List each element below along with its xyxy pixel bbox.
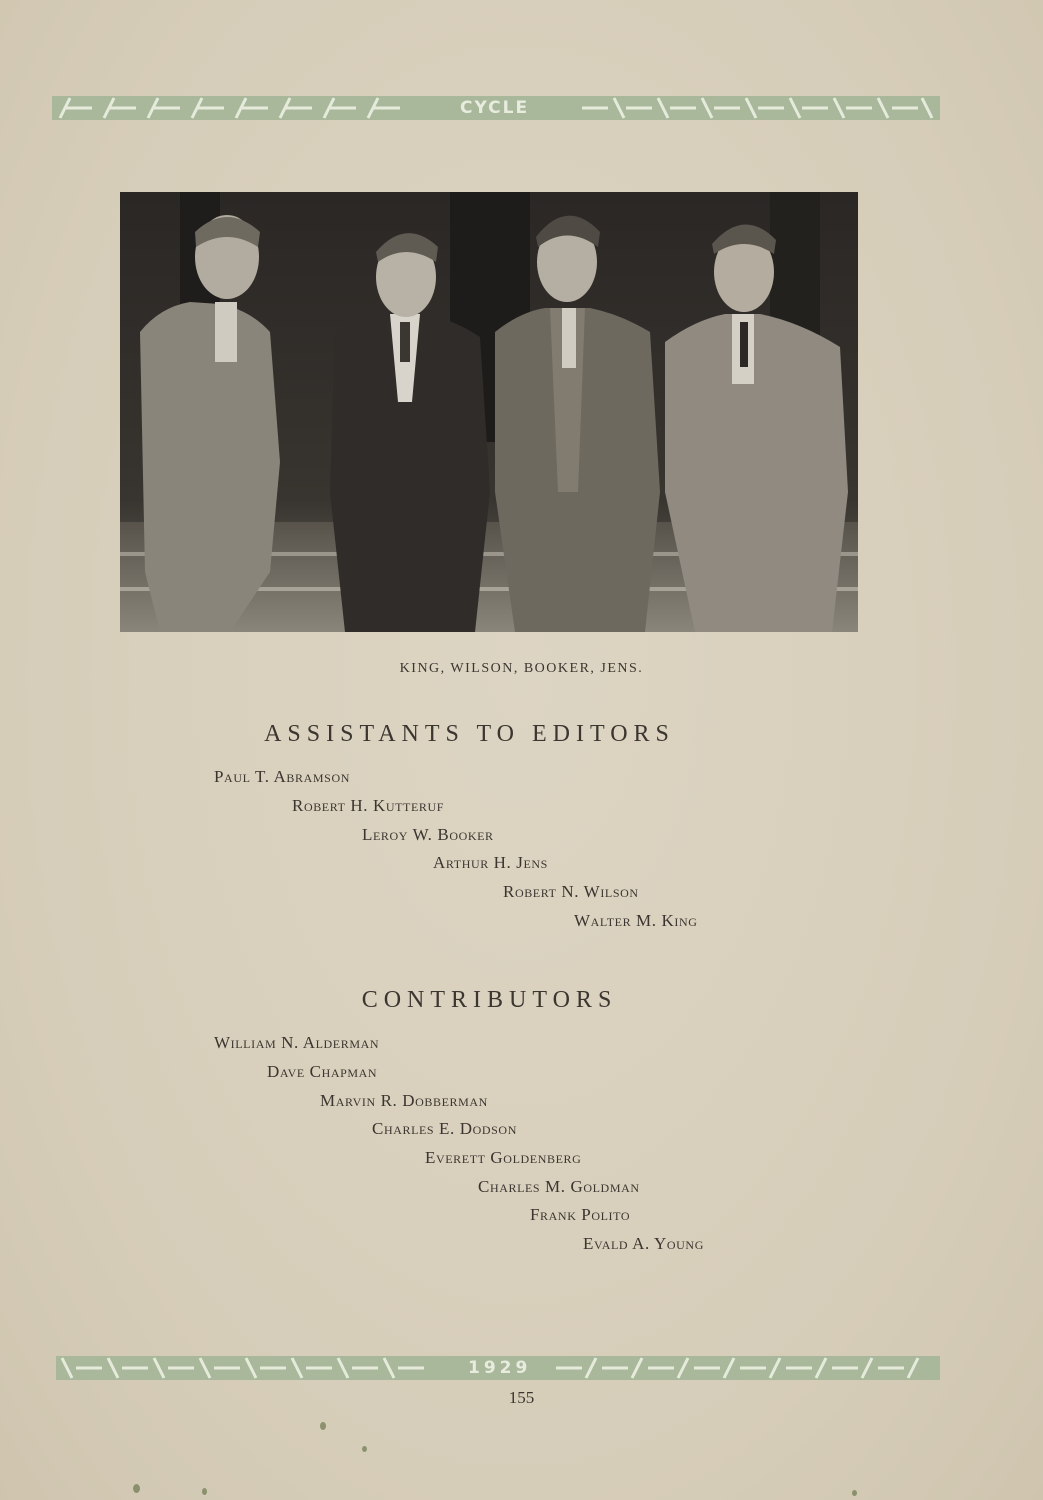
- contributor-name: Everett Goldenberg: [425, 1148, 582, 1167]
- contributor-name: Marvin R. Dobberman: [320, 1091, 488, 1110]
- photo-caption: KING, WILSON, BOOKER, JENS.: [399, 661, 644, 676]
- contributor-name: Evald A. Young: [583, 1234, 704, 1253]
- section-heading-assistants: ASSISTANTS TO EDITORS: [264, 721, 675, 747]
- header-ornament-band: [52, 96, 940, 120]
- section-heading-contributors: CONTRIBUTORS: [361, 987, 618, 1013]
- assistant-name: Leroy W. Booker: [362, 825, 494, 844]
- paper-speck: [362, 1446, 367, 1452]
- footer-band-label: 1929: [456, 1357, 543, 1379]
- contributor-name: William N. Alderman: [214, 1033, 380, 1052]
- assistant-name: Robert H. Kutteruf: [292, 796, 445, 815]
- group-portrait-image: [120, 192, 858, 632]
- paper-speck: [202, 1488, 207, 1495]
- contributor-name: Charles E. Dodson: [372, 1119, 517, 1138]
- assistant-name: Walter M. King: [574, 911, 698, 930]
- paper-speck: [852, 1490, 857, 1496]
- contributor-name: Charles M. Goldman: [478, 1177, 640, 1196]
- header-band-label: CYCLE: [448, 97, 541, 119]
- contributor-name: Dave Chapman: [267, 1062, 378, 1081]
- assistant-name: Arthur H. Jens: [433, 853, 548, 872]
- footer-ornament-band: [56, 1356, 940, 1380]
- contributor-name: Frank Polito: [530, 1205, 631, 1224]
- group-photo: [120, 192, 858, 632]
- assistant-name: Robert N. Wilson: [503, 882, 639, 901]
- page-number: 155: [508, 1388, 535, 1407]
- assistant-name: Paul T. Abramson: [214, 767, 350, 786]
- paper-speck: [320, 1422, 326, 1430]
- paper-speck: [133, 1484, 140, 1493]
